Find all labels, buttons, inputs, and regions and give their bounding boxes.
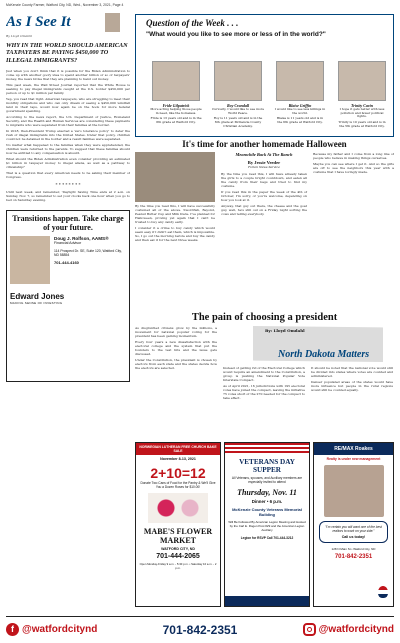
- student-name: Roy Crandall: [226, 103, 250, 108]
- remax-quote-bubble: [319, 521, 388, 543]
- mabes-phone[interactable]: 701-444-2065: [156, 553, 200, 560]
- paragraph: This past week, the Wall Street Journal reported that the White House is seeking to pay illegal immigrants caught at the U.S. border $450,000 per person or up to $1 million per family.: [6, 83, 130, 96]
- advisor-photo: [10, 236, 50, 284]
- footer-bar: [6, 616, 394, 638]
- paragraph: It should be noted that the national vote would still be divided into states where votes are counted and administered.: [311, 366, 393, 378]
- paragraph: Because my father and I come from a long line of people who believe in making things ourselves.: [313, 152, 394, 160]
- halloween-col2: [221, 172, 307, 216]
- question-prompt: "What would you like to see more or less of in the world?": [146, 31, 326, 38]
- paragraph: According to the news report, the U.S. Department of Justice, Homeland Security, and the Health and Human Services are considering these payments to migrants who were separated from their families at the border.: [6, 115, 130, 128]
- paragraph: No matter what happened to the families when they were apprehended, the children were returned to the parents. To suggest that these families should now be entitled to any compensation is absurd.: [6, 143, 130, 156]
- page-dateline: McKenzie County Farmer, Watford City, ND, Wed., November 3, 2021, Page 4: [6, 3, 124, 7]
- advisor-phone[interactable]: 701-444-4160: [54, 260, 79, 266]
- student-name: Blaise Griffin: [288, 103, 312, 108]
- paragraph: Just when you don't think that it is possible for the Biden Administration to come up with another goofy idea to spend another billion or so of taxpayers' money, the news broke that they are planning to hand out money.: [6, 69, 130, 82]
- paragraph: By the time you read this, I will have already taken the girls to a couple bright countdown, and eaten all the candy from their bags and tried to find my costume.: [221, 172, 307, 188]
- remax-call-us: Call us today!: [341, 535, 366, 539]
- paragraph: Denser populated areas of the states would have more influence but people in the rural regions would still be counted equally.: [311, 380, 393, 392]
- halloween-source: Forum News Service: [248, 165, 280, 169]
- paragraph: In 2018, then-President Trump enacted a 'zero tolerance policy' to deter the rush of illegal immigrants into the United States. Under that policy, children could not be detained in the border and a result families were separated.: [6, 129, 130, 142]
- nd-matters-label: North Dakota Matters: [278, 349, 370, 360]
- bake-sale-banner: NORWEGIAN LUTHERAN FREE CHURCH BAKE SALE: [136, 443, 220, 455]
- paragraph: I consider it a crime to buy candy which would seem easy if I didn't eat them, which is impossible. So, I go out the morning before and buy the candy and then eat it for the next three weeks.: [135, 226, 215, 242]
- realtor-photo: [324, 465, 384, 517]
- halloween-byline: By Jessie Veeder: [247, 160, 281, 165]
- halloween-article: [135, 152, 394, 312]
- as-i-see-it-logo: As I See It: [6, 13, 71, 30]
- paragraph: By the time you read this, I will have successfully costumed all of the above. Swordfish, Beyond, Peanut Butter Cup and Milk Dude. I've planned for Halloween, proving yet again that I can't be trusted to buy any candy early.: [135, 204, 215, 224]
- remax-phone[interactable]: 701-842-2351: [334, 554, 373, 560]
- as-i-see-it-body: [6, 69, 130, 179]
- as-i-see-it-column: [6, 10, 130, 462]
- student-info: Blaise is 11 years old and is in the 6th grade at Watford City.: [276, 116, 324, 125]
- paragraph: If you read this in the paper the week of the 4th of October, I'm sorry, or you're welcome, depending on how you look at it.: [221, 190, 307, 202]
- advisor-name: Doug J. Rolfson, AAMS®: [54, 236, 109, 242]
- mabes-name: MABE'S FLOWER MARKET: [143, 527, 213, 545]
- answer-card: [150, 61, 202, 125]
- veterans-time: Dinner • 6 p.m.: [251, 499, 283, 504]
- student-name: Fride Gilpatrick: [162, 103, 190, 108]
- paragraph: That is a question that every American needs to be asking their member of Congress.: [6, 171, 130, 180]
- as-i-see-it-closing: Until next week, and remember, 'Daylight Saving Time ends at 2 a.m. on Sunday, Nov. 7, so remember to set your clocks back one hour when you go to bed on Saturday evening.: [6, 190, 130, 203]
- footer-handle-left[interactable]: @watfordcitynd: [22, 624, 98, 635]
- mabes-flower-ad[interactable]: [135, 442, 221, 607]
- student-photo: [276, 61, 324, 101]
- remax-balloon-icon: [378, 586, 388, 598]
- student-photo: [338, 61, 386, 101]
- student-photo: [152, 61, 200, 101]
- pain-col3: [311, 366, 393, 402]
- question-of-week-box: [135, 14, 394, 137]
- veterans-sub: All Veterans, spouses, and Auxiliary members are especially invited to attend: [231, 476, 303, 484]
- remax-ad[interactable]: [313, 442, 394, 607]
- column-name: Meanwhile Back At The Ranch: [235, 152, 293, 157]
- student-quote: I would like to see less killings in the world.: [274, 107, 326, 115]
- paragraph: As disgruntled citizens grow by the millions, a movement for national popular voting for the president has been gaining momentum.: [135, 326, 217, 338]
- pain-article: [135, 326, 394, 441]
- halloween-photo: [135, 152, 215, 202]
- student-name: Trinity Cavin: [351, 103, 373, 108]
- student-quote: Curiosity, I would like to see more World Peace.: [212, 107, 264, 115]
- flag-graphic: [225, 443, 309, 455]
- answer-card: [274, 61, 326, 125]
- paragraph: Under the Constitution, the president is chosen by electors from each state and the states decide how the electors are selected.: [135, 358, 217, 370]
- as-i-see-it-logo-box: [6, 10, 130, 34]
- advisor-address: 114 Prospect Dr. SE, Suite 120, Watford City, ND 58854: [54, 249, 122, 258]
- as-i-see-it-byline: By Lloyd Omdahl: [6, 34, 33, 38]
- paragraph: Anyway, that guy out there, the cheese and the goat guy, well, he's still out on a Friday night sorting the cows and telling everybody.: [221, 204, 307, 216]
- flower-image: [148, 493, 208, 523]
- footer-handle-right[interactable]: @watfordcitynd: [318, 624, 394, 635]
- paragraph: Instead of getting rid of the Electoral College which would require an amendment to the Constitution, a group is pushing the National Popular Vote Interstate Compact.: [223, 366, 305, 382]
- edward-jones-ad[interactable]: [6, 210, 130, 382]
- veterans-contact[interactable]: Legion for RSVP Call 701-444-3212: [240, 536, 294, 541]
- remax-tagline: Realty is under new management: [326, 457, 381, 461]
- halloween-col3: [313, 152, 394, 174]
- edward-jones-tagline: MAKING SENSE OF INVESTING: [10, 301, 63, 306]
- as-i-see-it-headline: WHY IN THE WORLD SHOULD AMERICAN TAXPAYERS BE PAYING $450,000 TO ILLEGAL IMMIGRANTS?: [6, 42, 128, 64]
- paragraph: Yep, you read that right. American taxpayers, who are struggling to meet their monthly obligations and who can only dream of seeing a $450,000 windfall land in their laps, would now again be on the hook for more federal government spending.: [6, 97, 130, 114]
- nd-matters-banner: [223, 326, 393, 366]
- remax-address: 128 N Main St • Watford City, ND: [331, 547, 376, 551]
- halloween-headline: It's time for another homemade Halloween: [182, 139, 347, 149]
- pain-byline: By: Lloyd Omdahl: [265, 328, 305, 333]
- pain-col1: [135, 326, 217, 370]
- veterans-bottom-stripe: [225, 596, 309, 606]
- veterans-supper-ad[interactable]: [224, 442, 310, 607]
- question-title: Question of the Week . . .: [146, 18, 239, 28]
- section-divider: * * * * * * * *: [55, 182, 81, 188]
- veterans-title: VETERANS DAY SUPPER: [239, 458, 295, 474]
- veterans-venue: McKenzie County Veterans Memorial Building: [232, 507, 302, 517]
- student-info: Fride is 13 years old and is in the 6th grade at Watford City.: [150, 116, 202, 125]
- pain-col2: [223, 366, 305, 402]
- mabes-city: WATFORD CITY, ND: [161, 547, 195, 551]
- student-info: Roy is 11 years old and is in the 6th grade at McKenzie County Christian Academy.: [213, 116, 263, 128]
- answer-card: [212, 61, 264, 129]
- pain-headline: The pain of choosing a president: [191, 312, 338, 323]
- edward-jones-logo: Edward Jones: [10, 292, 65, 302]
- paragraph: Every four years a new dissatisfaction with the electoral college and the system that put the founders to the test hits and the issue gets discussed.: [135, 340, 217, 356]
- bake-sale-date: November 8-13, 2021: [160, 457, 196, 461]
- paragraph: Maybe you can see where I get it. And so the girls are off to see the neighbors this year with a costume that I have lovingly made.: [313, 162, 394, 174]
- remax-quote: "I'm certain you will want one of the best realtors to work on your side.": [325, 525, 382, 533]
- paragraph: What should the Biden Administration even consider providing an estimated $1 billion in taxpayer money to illegal aliens, as well as a pathway to citizenship?: [6, 157, 130, 170]
- advisor-title: Financial Advisor: [54, 241, 82, 246]
- veterans-note: Will Be Followed By American Legion Meeting and Hosted by the Carl E. Rogen Post #29 and the American Legion Auxiliary: [228, 520, 306, 532]
- promo-subtext: Donate Two Cans of Food for the Pantry & We'll Give You a Dozen Roses for $10.00!: [140, 481, 216, 489]
- columnist-photo: [105, 13, 120, 32]
- remax-brand: RE/MAX Roakes: [314, 443, 393, 455]
- paragraph: As of April 2021, 16 jurisdictions with 195 electoral votes have joined the compact, leaving the initiative 75 votes short of the 270 needed for the compact to take effect.: [223, 384, 305, 400]
- promo-equation: 2+10=12: [150, 465, 206, 481]
- answer-card: [336, 61, 388, 129]
- footer-phone[interactable]: 701-842-2351: [162, 622, 238, 637]
- student-info: Trinity is 10 years old and is in the 5th grade at Watford City.: [338, 120, 386, 128]
- mabes-hours: Open Monday-Friday 9 a.m. - 5:30 p.m. • Saturday 10 a.m. - 2 p.m.: [139, 562, 217, 570]
- facebook-icon[interactable]: f: [6, 623, 19, 636]
- halloween-col1: [135, 204, 215, 242]
- edward-jones-headline: Transitions happen. Take charge of your future.: [12, 214, 124, 233]
- student-quote: I hope it gets better with less pollution and fewer political fights.: [339, 107, 385, 119]
- veterans-date: Thursday, Nov. 11: [237, 488, 297, 497]
- student-quote: More acting helping those people in need, like the homeless.: [150, 107, 202, 115]
- student-photo: [214, 61, 262, 101]
- instagram-icon[interactable]: [303, 623, 316, 636]
